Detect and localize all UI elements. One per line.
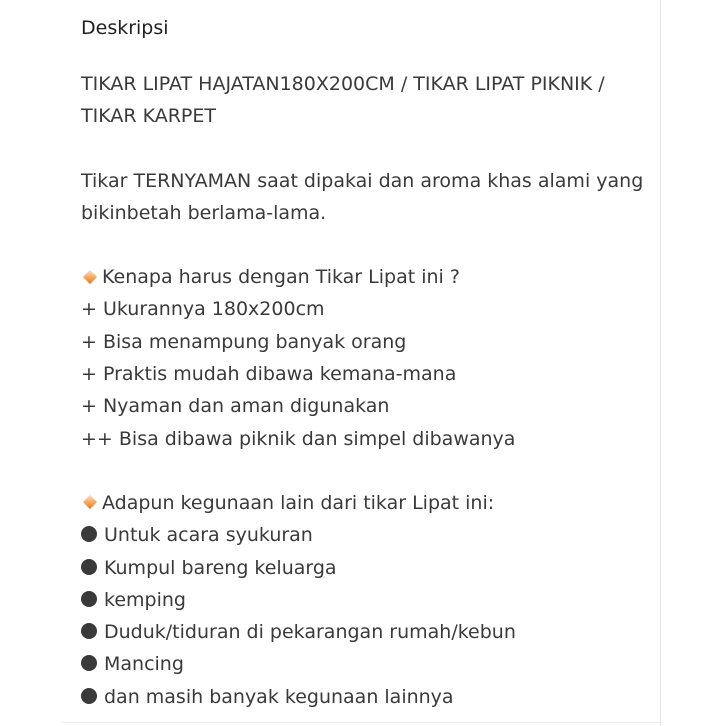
why-item: + Bisa menampung banyak orang	[81, 330, 407, 353]
use-item-text: dan masih banyak kegunaan lainnya	[104, 685, 454, 708]
bullet-dot-icon	[81, 591, 97, 607]
bullet-dot-icon	[81, 559, 97, 575]
intro-line: bikinbetah berlama-lama.	[81, 201, 327, 224]
why-heading	[81, 261, 656, 293]
use-item	[81, 584, 656, 616]
use-item-text: Kumpul bareng keluarga	[104, 556, 337, 579]
use-item-text: Mancing	[104, 653, 184, 676]
right-divider	[660, 0, 661, 726]
bullet-dot-icon	[81, 688, 97, 704]
section-title: Deskripsi	[81, 17, 169, 39]
product-title-line: TIKAR LIPAT HAJATAN180X200CM / TIKAR LIPAT PIKNIK /	[81, 73, 605, 95]
product-title-line: TIKAR KARPET	[81, 105, 216, 128]
why-item: + Nyaman dan aman digunakan	[81, 395, 390, 418]
uses-heading-text: Adapun kegunaan lain dari tikar Lipat ini:	[102, 491, 495, 514]
bullet-dot-icon	[81, 623, 97, 639]
bullet-dot-icon	[81, 526, 97, 542]
intro-line: Tikar TERNYAMAN saat dipakai dan aroma khas alami yang	[81, 169, 644, 192]
orange-diamond-icon	[83, 270, 97, 284]
orange-diamond-icon	[83, 495, 97, 509]
use-item-text: kemping	[104, 588, 186, 611]
use-item-text: Untuk acara syukuran	[104, 524, 313, 547]
use-item	[81, 681, 656, 713]
use-item	[81, 552, 656, 584]
why-item: + Ukurannya 180x200cm	[81, 298, 325, 321]
bullet-dot-icon	[81, 655, 97, 671]
use-item	[81, 519, 656, 551]
description-section	[81, 14, 656, 713]
uses-heading	[81, 487, 656, 519]
bottom-divider	[62, 722, 662, 723]
why-item: + Praktis mudah dibawa kemana-mana	[81, 363, 457, 386]
use-item-text: Duduk/tiduran di pekarangan rumah/kebun	[104, 621, 516, 644]
why-item: ++ Bisa dibawa piknik dan simpel dibawanya	[81, 427, 516, 450]
use-item	[81, 616, 656, 648]
use-item	[81, 648, 656, 680]
why-heading-text: Kenapa harus dengan Tikar Lipat ini ?	[102, 266, 460, 289]
